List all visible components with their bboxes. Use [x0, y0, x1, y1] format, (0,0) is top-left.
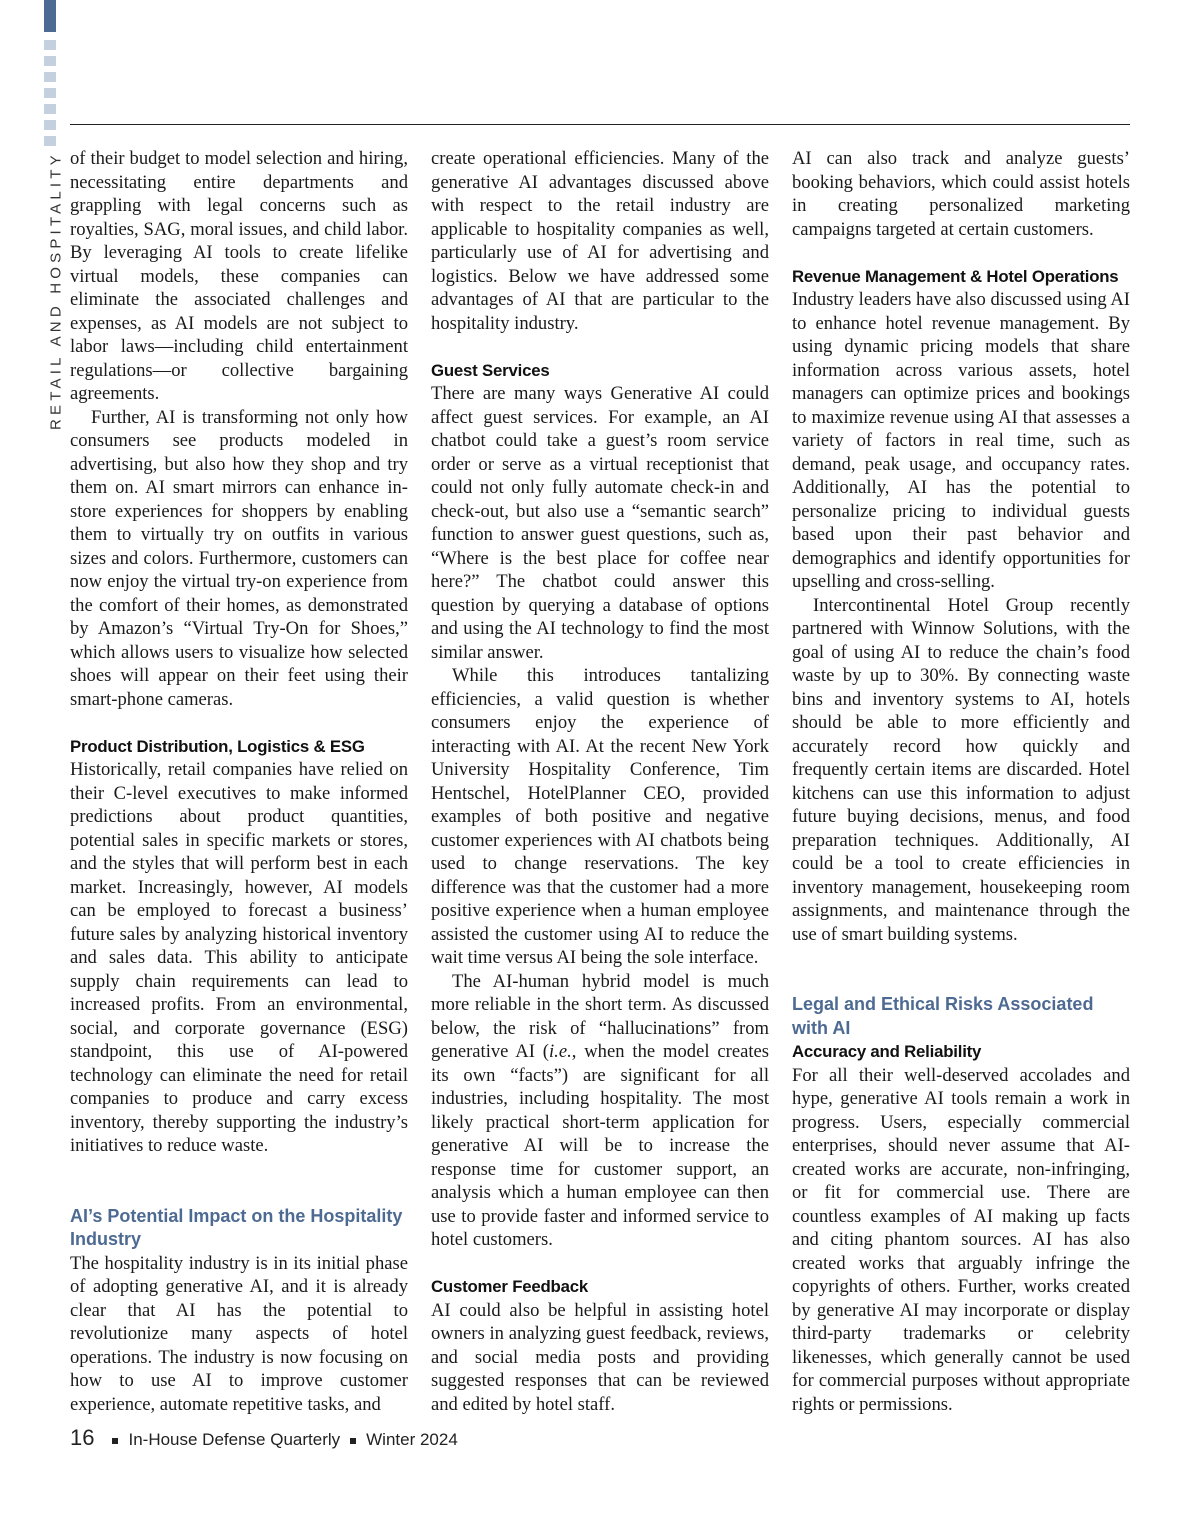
- section-heading-legal: Legal and Ethical Risks Associated with AI: [792, 994, 1094, 1038]
- subheading-customer-feedback: Customer Feedback: [431, 1277, 589, 1296]
- text-run: , when the model creates its own “facts”) are significant for all industries, including hospitality. The most likely practical short-term application for generative AI will be to increase the response time for customer support, an analysis which a human employee can then use to provide faster and informed service to hotel customers.: [431, 1041, 769, 1250]
- edge-dash: [44, 56, 56, 66]
- column-1: [70, 147, 408, 1416]
- paragraph: AI can also track and analyze guests’ booking behaviors, which could assist hotels in creating personalized marketing campaigns targeted at certain customers.: [792, 148, 1130, 240]
- edge-dash: [44, 72, 56, 82]
- paragraph: of their budget to model selection and hiring, necessitating entire departments and grappling with legal concerns such as royalties, SAG, moral issues, and child labor. By leveraging AI tools to create lifelike virtual models, these companies can eliminate the associated challenges and expenses, as AI models are not subject to labor laws—including child entertainment regulations—or collective bargaining agreements.: [70, 148, 408, 404]
- edge-dash: [44, 40, 56, 50]
- edge-dash: [44, 88, 56, 98]
- publication-name: In-House Defense Quarterly: [128, 1430, 341, 1449]
- edge-dash: [44, 120, 56, 130]
- text-run: The AI-human hybrid model is much more reliable in the short term. As discussed below, the risk of “hallucinations” from generative AI (: [431, 970, 769, 1062]
- subheading-guest-services: Guest Services: [431, 360, 550, 380]
- paragraph: Historically, retail companies have relied on their C-level executives to make informed predictions about product quantities, potential sales in specific markets or stores, and the styles that will perform best in each market. Increasingly, however, AI models can be employed to forecast a business’ future sales by analyzing historical inventory and sales data. This ability to anticipate supply chain requirements can lead to increased profits. From an environmental, social, and corporate governance (ESG) standpoint, this use of AI-powered technology can eliminate the need for retail companies to produce and carry excess inventory, thereby supporting the industry’s initiatives to reduce waste.: [70, 759, 408, 1156]
- edge-bar: [44, 0, 56, 32]
- edge-dash: [44, 136, 56, 146]
- paragraph: There are many ways Generative AI could affect guest services. For example, an AI chatbot could take a guest’s room service order or serve as a virtual receptionist that could not only fully automate check-in and check-out, but also use a “semantic search” function to answer guest questions, such as, “Where is the best place for coffee near here?” The chatbot could answer this question by querying a database of options and using the AI technology to find the most similar answer.: [431, 383, 769, 663]
- text-run-italic: i.e.: [549, 1041, 572, 1062]
- paragraph: While this introduces tantalizing efficiencies, a valid question is whether consumers enjoy the experience of interacting with AI. At the recent New York University Hospitality Conference, Tim Hentschel, HotelPlanner CEO, provided examples of both positive and negative customer experiences with AI chatbots being used to change reservations. The key difference was that the customer had a more positive experience when a human employee assisted the customer using AI to reduce the wait time versus AI being the sole interface.: [431, 665, 769, 968]
- section-heading-hospitality: AI’s Potential Impact on the Hospitality Industry: [70, 1205, 403, 1249]
- page-number: 16: [70, 1425, 95, 1450]
- bullet-separator: [350, 1438, 356, 1444]
- subheading-revenue: Revenue Management & Hotel Operations: [792, 266, 1119, 286]
- column-3: [792, 147, 1130, 1416]
- subheading-accuracy: Accuracy and Reliability: [792, 1042, 982, 1061]
- bullet-separator: [112, 1438, 118, 1444]
- top-rule: [70, 124, 1130, 125]
- issue-date: Winter 2024: [366, 1430, 458, 1449]
- paragraph: Further, AI is transforming not only how consumers see products modeled in advertising, but also how they shop and try them on. AI smart mirrors can enhance in-store experiences for shoppers by enabling them to virtually try on outfits in various sizes and colors. Furthermore, customers can now enjoy the virtual try-on experience from the comfort of their homes, as demonstrated by Amazon’s “Virtual Try-On for Shoes,” which allows users to visualize how selected shoes will appear on their feet using their smart-phone cameras.: [70, 406, 408, 710]
- subheading-distribution: Product Distribution, Logistics & ESG: [70, 736, 365, 756]
- edge-dash: [44, 104, 56, 114]
- paragraph: create operational efficiencies. Many of the generative AI advantages discussed above with respect to the retail industry are applicable to hospitality companies as well, particularly use of AI for advertising and logistics. Below we have addressed some advantages of AI that are particular to the hospitality industry.: [431, 148, 769, 334]
- paragraph: For all their well-deserved accolades and hype, generative AI tools remain a work in progress. Users, especially commercial enterprises, should never assume that AI-created works are accurate, non-infringing, or fit for commercial use. There are countless examples of AI making up facts and citing phantom sources. AI has also created works that arguably infringe the copyrights of others. Further, works created by generative AI may incorporate or display third-party trademarks or celebrity likenesses, which generally cannot be used for commercial purposes without appropriate rights or permissions.: [792, 1064, 1130, 1415]
- paragraph: [431, 970, 769, 1252]
- column-2: [431, 147, 769, 1416]
- paragraph: The hospitality industry is in its initial phase of adopting generative AI, and it is already clear that AI has the potential to revolutionize many aspects of hotel operations. The industry is now focusing on how to use AI to improve customer experience, automate repetitive tasks, and: [70, 1252, 408, 1415]
- page-footer: [70, 1425, 458, 1451]
- paragraph: Industry leaders have also discussed using AI to enhance hotel revenue management. By using dynamic pricing models that share information across various assets, hotel managers can optimize prices and bookings to maximize revenue using AI that assesses a variety of factors in real time, such as demand, peak usage, and occupancy rates. Additionally, AI has the potential to personalize pricing to individual guests based upon their past behavior and demographics and identify opportunities for upselling and cross-selling.: [792, 289, 1130, 592]
- section-side-label: RETAIL AND HOSPITALITY: [47, 151, 65, 431]
- paragraph: Intercontinental Hotel Group recently partnered with Winnow Solutions, with the goal of using AI to reduce the chain’s food waste by up to 30%. By connecting waste bins and inventory systems to AI, hotels should be able to more efficiently and accurately record how quickly and frequently certain items are discarded. Hotel kitchens can use this information to adjust future buying decisions, menus, and food preparation techniques. Additionally, AI could be a tool to create efficiencies in inventory management, housekeeping room assignments, and maintenance through the use of smart building systems.: [792, 594, 1130, 945]
- paragraph: AI could also be helpful in assisting hotel owners in analyzing guest feedback, reviews, and social media posts and providing suggested responses that can be reviewed and edited by hotel staff.: [431, 1299, 769, 1415]
